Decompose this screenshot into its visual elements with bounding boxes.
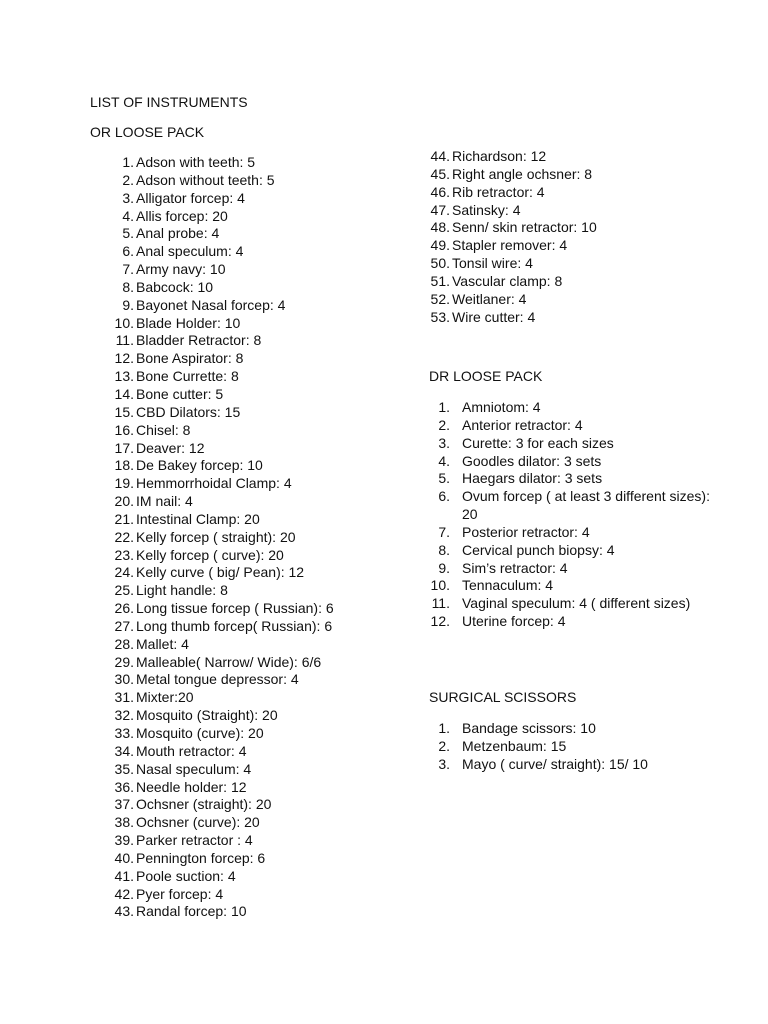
list-item — [112, 582, 412, 600]
list-item-text: Allis forcep: 20 — [136, 207, 228, 224]
list-item-number: 49. — [430, 237, 450, 254]
list-item-text: Anal probe: 4 — [136, 225, 220, 242]
list-item-text: Deaver: 12 — [136, 439, 205, 456]
list-item — [112, 332, 412, 350]
dr-loose-pack-list — [428, 399, 718, 631]
list-item — [428, 577, 718, 595]
list-item — [112, 511, 412, 529]
list-item-number: 3. — [438, 434, 450, 451]
list-item — [112, 707, 412, 725]
list-item — [112, 743, 412, 761]
list-item-number: 6. — [122, 243, 134, 260]
list-item-text: Mixter:20 — [136, 689, 194, 706]
list-item-text: Right angle ochsner: 8 — [452, 165, 593, 182]
list-item-number: 41. — [114, 867, 134, 884]
list-item-text: Anal speculum: 4 — [136, 243, 244, 260]
list-item — [112, 671, 412, 689]
list-item — [112, 368, 412, 386]
list-item-text: Bandage scissors: 10 — [462, 720, 596, 736]
list-item-text: Senn/ skin retractor: 10 — [452, 219, 597, 236]
list-item-text: Malleable( Narrow/ Wide): 6/6 — [136, 653, 322, 670]
list-item-text: Metal tongue depressor: 4 — [136, 671, 299, 688]
list-item-text: Ovum forcep ( at least 3 different sizes): 20 — [462, 488, 710, 523]
list-item — [428, 488, 718, 524]
list-item-text: Parker retractor : 4 — [136, 832, 253, 849]
list-item-text: Bone Currette: 8 — [136, 368, 239, 385]
list-item-number: 26. — [114, 600, 134, 617]
list-item — [112, 440, 412, 458]
list-item — [112, 886, 412, 904]
list-item-number: 10. — [430, 577, 450, 594]
list-item — [428, 613, 718, 631]
list-item-number: 3. — [438, 755, 450, 772]
list-item — [112, 529, 412, 547]
list-item — [112, 761, 412, 779]
list-item — [112, 225, 412, 243]
list-item-text: Bayonet Nasal forcep: 4 — [136, 296, 286, 313]
list-item-number: 1. — [122, 154, 134, 170]
list-item-number: 21. — [114, 510, 134, 527]
list-item-number: 25. — [114, 582, 134, 599]
list-item-text: Sim’s retractor: 4 — [462, 559, 568, 576]
list-item-number: 32. — [114, 707, 134, 724]
list-item — [428, 399, 718, 417]
list-item-number: 31. — [114, 689, 134, 706]
list-item-number: 10. — [114, 314, 134, 331]
list-item — [428, 417, 718, 435]
list-item-text: Mosquito (Straight): 20 — [136, 707, 278, 724]
list-item — [112, 832, 412, 850]
list-item-number: 39. — [114, 832, 134, 849]
list-item-text: Bone cutter: 5 — [136, 385, 224, 402]
list-item-text: Ochsner (curve): 20 — [136, 814, 260, 831]
list-item — [112, 457, 412, 475]
list-item-number: 13. — [114, 368, 134, 385]
list-item-number: 16. — [114, 421, 134, 438]
list-item — [428, 273, 728, 291]
list-item-number: 48. — [430, 219, 450, 236]
list-item-text: Needle holder: 12 — [136, 778, 247, 795]
list-item — [112, 689, 412, 707]
list-item-number: 52. — [430, 290, 450, 307]
list-item-text: Bladder Retractor: 8 — [136, 332, 262, 349]
list-item — [112, 279, 412, 297]
list-item — [428, 291, 728, 309]
list-item — [112, 475, 412, 493]
list-item — [112, 779, 412, 797]
list-item-number: 51. — [430, 272, 450, 289]
list-item-text: Adson with teeth: 5 — [136, 154, 256, 170]
list-item-number: 18. — [114, 457, 134, 474]
list-item-number: 11. — [431, 595, 450, 612]
list-item-number: 47. — [430, 201, 450, 218]
list-item — [112, 493, 412, 511]
list-item — [112, 386, 412, 404]
list-item — [112, 315, 412, 333]
list-item — [428, 560, 718, 578]
list-item — [112, 868, 412, 886]
list-item-number: 4. — [438, 452, 450, 469]
list-item-number: 12. — [114, 350, 134, 367]
list-item-number: 7. — [122, 261, 134, 278]
list-item-text: Mouth retractor: 4 — [136, 742, 247, 759]
list-item-number: 5. — [438, 470, 450, 487]
list-item — [112, 154, 412, 172]
list-item-text: Goodles dilator: 3 sets — [462, 452, 602, 469]
list-item-text: Poole suction: 4 — [136, 867, 236, 884]
list-item-number: 50. — [430, 255, 450, 272]
list-item — [428, 542, 718, 560]
list-item — [112, 850, 412, 868]
list-item — [112, 564, 412, 582]
list-item-text: Weitlaner: 4 — [452, 290, 527, 307]
list-item-number: 12. — [430, 613, 450, 630]
list-item-text: Bone Aspirator: 8 — [136, 350, 244, 367]
list-item-text: Pyer forcep: 4 — [136, 885, 224, 902]
list-item-text: Kelly forcep ( curve): 20 — [136, 546, 284, 563]
list-item-number: 2. — [122, 171, 134, 188]
list-item-number: 5. — [122, 225, 134, 242]
list-item-number: 6. — [438, 488, 450, 505]
list-item-text: Vascular clamp: 8 — [452, 272, 563, 289]
list-item-text: Rib retractor: 4 — [452, 183, 545, 200]
list-item — [112, 208, 412, 226]
list-item-number: 40. — [114, 849, 134, 866]
list-item-text: Curette: 3 for each sizes — [462, 434, 614, 451]
list-item — [112, 654, 412, 672]
list-item-number: 45. — [430, 165, 450, 182]
list-item-text: CBD Dilators: 15 — [136, 403, 241, 420]
list-item-number: 24. — [114, 564, 134, 581]
list-item — [112, 422, 412, 440]
list-item-number: 17. — [114, 439, 134, 456]
list-item-text: IM nail: 4 — [136, 493, 193, 510]
page-title: LIST OF INSTRUMENTS — [90, 94, 248, 110]
list-item-number: 15. — [114, 403, 134, 420]
list-item-number: 9. — [438, 559, 450, 576]
list-item — [112, 297, 412, 315]
list-item-text: Ochsner (straight): 20 — [136, 796, 272, 813]
list-item-text: Babcock: 10 — [136, 278, 214, 295]
list-item-text: Randal forcep: 10 — [136, 903, 247, 920]
list-item-text: Haegars dilator: 3 sets — [462, 470, 603, 487]
list-item-number: 14. — [114, 385, 134, 402]
list-item-number: 34. — [114, 742, 134, 759]
list-item — [112, 350, 412, 368]
list-item — [428, 219, 728, 237]
list-item-number: 1. — [438, 399, 450, 415]
list-item — [112, 618, 412, 636]
list-item-text: Nasal speculum: 4 — [136, 760, 252, 777]
or-loose-pack-heading: OR LOOSE PACK — [90, 124, 205, 140]
list-item-text: Amniotom: 4 — [462, 399, 541, 415]
list-item-number: 35. — [114, 760, 134, 777]
list-item-number: 8. — [122, 278, 134, 295]
list-item — [112, 243, 412, 261]
list-item-text: Satinsky: 4 — [452, 201, 521, 218]
list-item — [112, 261, 412, 279]
list-item-number: 2. — [438, 737, 450, 754]
list-item-number: 27. — [114, 617, 134, 634]
list-item-text: Intestinal Clamp: 20 — [136, 510, 260, 527]
list-item-text: Richardson: 12 — [452, 148, 547, 164]
list-item-text: Pennington forcep: 6 — [136, 849, 266, 866]
surgical-scissors-heading: SURGICAL SCISSORS — [429, 689, 577, 705]
list-item-text: Chisel: 8 — [136, 421, 191, 438]
list-item-text: Long thumb forcep( Russian): 6 — [136, 617, 333, 634]
list-item-number: 20. — [114, 493, 134, 510]
list-item-number: 2. — [438, 416, 450, 433]
list-item-text: Posterior retractor: 4 — [462, 523, 590, 540]
list-item-number: 33. — [114, 725, 134, 741]
list-item — [428, 237, 728, 255]
list-item-text: Anterior retractor: 4 — [462, 416, 583, 433]
list-item — [428, 202, 728, 220]
list-item — [428, 166, 728, 184]
list-item — [112, 636, 412, 654]
list-item — [428, 756, 718, 774]
list-item-number: 29. — [114, 653, 134, 670]
list-item-text: Kelly curve ( big/ Pean): 12 — [136, 564, 305, 581]
list-item-text: Alligator forcep: 4 — [136, 189, 245, 206]
list-item — [428, 435, 718, 453]
list-item-number: 30. — [114, 671, 134, 688]
list-item — [428, 184, 728, 202]
list-item-text: Kelly forcep ( straight): 20 — [136, 528, 296, 545]
list-item — [428, 595, 718, 613]
list-item-text: Mayo ( curve/ straight): 15/ 10 — [462, 755, 648, 772]
list-item-number: 46. — [430, 183, 450, 200]
list-item — [428, 524, 718, 542]
list-item — [112, 404, 412, 422]
list-item — [112, 172, 412, 190]
list-item-number: 11. — [115, 332, 134, 349]
list-item — [112, 725, 412, 743]
list-item — [428, 309, 728, 327]
list-item — [428, 470, 718, 488]
list-item-text: Hemmorrhoidal Clamp: 4 — [136, 475, 292, 492]
list-item-number: 38. — [114, 814, 134, 831]
list-item — [428, 720, 718, 738]
list-item-number: 7. — [438, 523, 450, 540]
list-item — [428, 148, 728, 166]
list-item-number: 22. — [114, 528, 134, 545]
list-item-text: Cervical punch biopsy: 4 — [462, 541, 615, 558]
list-item-number: 8. — [438, 541, 450, 558]
list-item-text: Army navy: 10 — [136, 261, 226, 278]
surgical-scissors-list — [428, 720, 718, 774]
list-item-text: Mosquito (curve): 20 — [136, 725, 264, 741]
list-item-text: Stapler remover: 4 — [452, 237, 568, 254]
list-item-number: 36. — [114, 778, 134, 795]
list-item-text: Vaginal speculum: 4 ( different sizes) — [462, 595, 691, 612]
list-item — [112, 600, 412, 618]
list-item-text: Wire cutter: 4 — [452, 308, 536, 325]
list-item-text: De Bakey forcep: 10 — [136, 457, 263, 474]
list-item-number: 4. — [122, 207, 134, 224]
list-item-text: Long tissue forcep ( Russian): 6 — [136, 600, 334, 617]
list-item-number: 1. — [438, 720, 450, 736]
list-item — [112, 796, 412, 814]
list-item-number: 19. — [114, 475, 134, 492]
list-item-number: 3. — [122, 189, 134, 206]
list-item-text: Adson without teeth: 5 — [136, 171, 275, 188]
list-item-number: 53. — [430, 308, 450, 325]
list-item-text: Blade Holder: 10 — [136, 314, 241, 331]
list-item-text: Uterine forcep: 4 — [462, 613, 566, 630]
list-item-number: 44. — [430, 148, 450, 164]
list-item-text: Metzenbaum: 15 — [462, 737, 567, 754]
list-item-text: Mallet: 4 — [136, 635, 189, 652]
list-item — [112, 814, 412, 832]
list-item — [112, 190, 412, 208]
list-item-number: 42. — [114, 885, 134, 902]
or-loose-pack-list-continued — [428, 148, 728, 326]
list-item-text: Tennaculum: 4 — [462, 577, 554, 594]
list-item-text: Light handle: 8 — [136, 582, 228, 599]
dr-loose-pack-heading: DR LOOSE PACK — [429, 368, 543, 384]
list-item — [112, 903, 412, 921]
list-item — [112, 547, 412, 565]
or-loose-pack-list — [112, 154, 412, 921]
list-item-number: 28. — [114, 635, 134, 652]
list-item — [428, 453, 718, 471]
list-item-number: 9. — [122, 296, 134, 313]
list-item-number: 23. — [114, 546, 134, 563]
list-item — [428, 738, 718, 756]
list-item — [428, 255, 728, 273]
list-item-text: Tonsil wire: 4 — [452, 255, 533, 272]
list-item-number: 37. — [114, 796, 134, 813]
list-item-number: 43. — [114, 903, 134, 920]
